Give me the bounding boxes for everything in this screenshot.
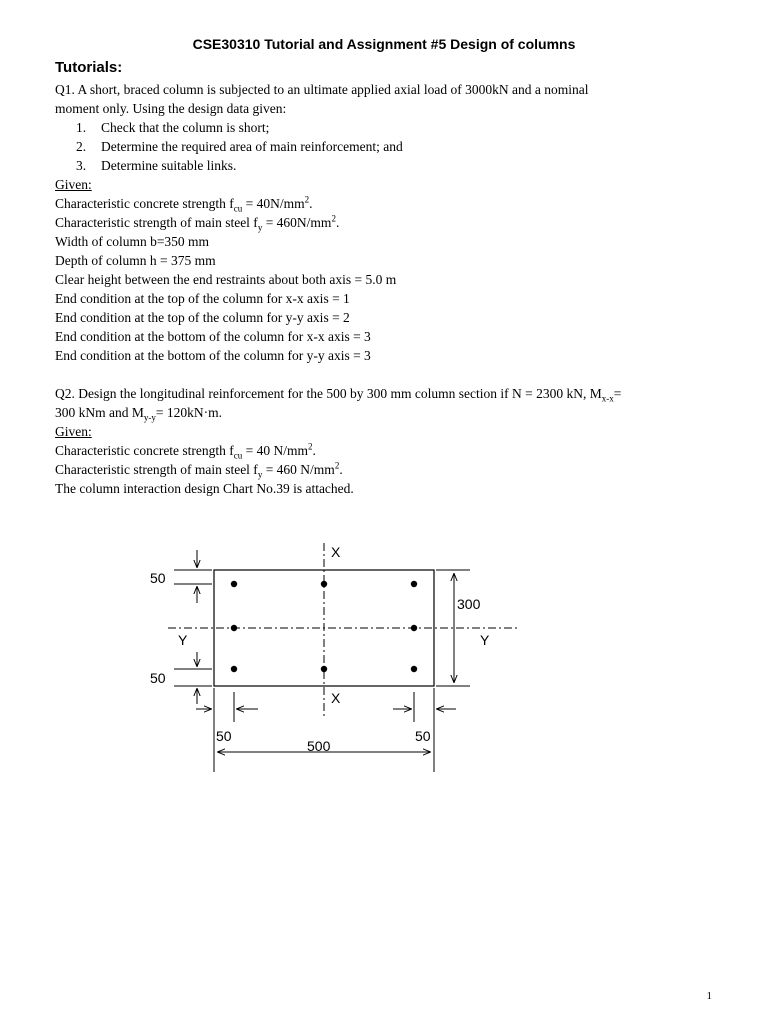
q2-chart-note: The column interaction design Chart No.39 is attached.	[55, 481, 354, 496]
axis-label-x-bottom: X	[331, 690, 341, 706]
q1-fcu-line: Characteristic concrete strength $f_{cu} = 40N/mm^2$.	[55, 194, 313, 214]
q1-task-item: 1. Check that the column is short;	[76, 120, 270, 135]
bottom-cover-label: 50	[150, 670, 166, 686]
q1-fy-line: Characteristic strength of main steel $f_y = 460N/mm^2$.	[55, 213, 340, 233]
horizontal-cover-dimensions	[196, 688, 456, 772]
height-label: 300	[457, 596, 481, 612]
document-title: CSE30310 Tutorial and Assignment #5 Design of columns	[192, 36, 576, 52]
column-section-diagram	[0, 530, 768, 780]
width-dimension	[218, 738, 430, 754]
q1-task-item: 3. Determine suitable links.	[76, 158, 237, 173]
top-cover-label: 50	[150, 570, 166, 586]
rebar-dot	[231, 581, 237, 587]
q2-line-1: Q2. Design the longitudinal reinforcement for the 500 by 300 mm column section if N = 2300 kN, $M_{x-x}=$	[55, 386, 622, 404]
q2-given-label: Given:	[55, 424, 92, 439]
width-label: 500	[307, 738, 331, 754]
q1-data-line: Clear height between the end restraints about both axis = 5.0 m	[55, 272, 397, 287]
q1-data-line: Depth of column h = 375 mm	[55, 253, 216, 268]
rebar-dot	[411, 666, 417, 672]
q1-given-label: Given:	[55, 177, 92, 192]
section-heading: Tutorials:	[55, 59, 123, 76]
q1-data-line: Width of column b=350 mm	[55, 234, 210, 249]
q1-data-line: End condition at the top of the column for x-x axis = 1	[55, 291, 350, 306]
axis-label-x-top: X	[331, 544, 341, 560]
q1-intro-line-1: Q1. A short, braced column is subjected to an ultimate applied axial load of 3000kN and a nominal	[55, 82, 589, 97]
axis-label-y-right: Y	[480, 632, 490, 648]
rebar-dot	[411, 581, 417, 587]
left-cover-label: 50	[216, 728, 232, 744]
page-number: 1	[706, 990, 712, 1002]
q1-data-line: End condition at the bottom of the column for y-y axis = 3	[55, 348, 371, 363]
right-cover-label: 50	[415, 728, 431, 744]
rebar-dot	[411, 625, 417, 631]
rebar-dot	[231, 625, 237, 631]
rebar-dot	[321, 581, 327, 587]
q2-fy-line: Characteristic strength of main steel $f_y = 460$ $N/mm^2$.	[55, 460, 343, 480]
q2-line-2: 300 kNm and $M_{y-y}= 120kN\cdot m$.	[55, 405, 222, 423]
q1-task-list	[55, 118, 735, 175]
q1-intro-line-2: moment only. Using the design data given:	[55, 101, 287, 116]
axis-label-y-left: Y	[178, 632, 188, 648]
top-cover-dimension	[150, 550, 212, 603]
q1-data-line: End condition at the top of the column for y-y axis = 2	[55, 310, 350, 325]
q2-fcu-line: Characteristic concrete strength $f_{cu} = 40$ $N/mm^2$.	[55, 441, 316, 461]
rebar-dot	[231, 666, 237, 672]
rebar-dot	[321, 666, 327, 672]
document-body	[55, 80, 735, 498]
bottom-cover-dimension	[150, 652, 212, 704]
q1-data-line: End condition at the bottom of the column for x-x axis = 3	[55, 329, 371, 344]
q1-task-item: 2. Determine the required area of main reinforcement; and	[76, 139, 403, 154]
